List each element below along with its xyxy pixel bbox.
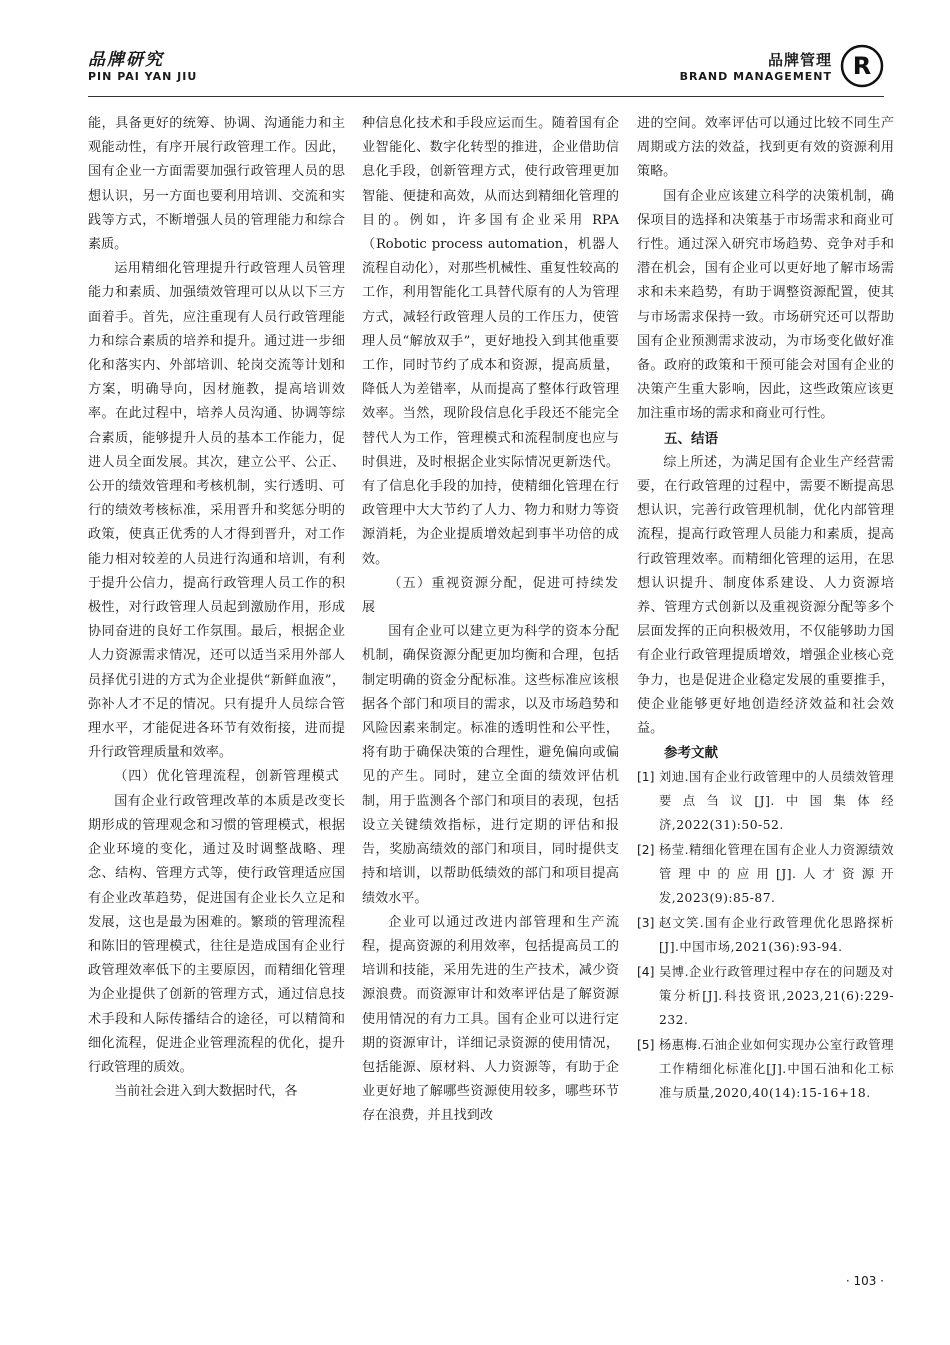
reference-item <box>637 960 894 1032</box>
paragraph: 运用精细化管理提升行政管理人员管理能力和素质、加强绩效管理可以从以下三方面着手。首先，应注重现有人员行政管理能力和综合素质的培养和提升。通过进一步细化和落实内、外部培训、轮岗交流等计划和方案，明确导向，因材施教，提高培训效率。在此过程中，培养人员沟通、协调等综合素质，能够提升人员的基本工作能力，促进人员全面发展。其次，建立公平、公正、公开的绩效管理和考核机制，实行透明、可行的绩效考核标准，采用晋升和奖惩分明的政策，使真正优秀的人才得到晋升，对工作能力相对较差的人员进行沟通和培训，有利于提升公信力，提高行政管理人员工作的积极性，对行政管理人员起到激励作用，形成协同奋进的良好工作氛围。最后，根据企业人力资源需求情况，还可以适当采用外部人员择优引进的方式为企业提供“新鲜血液”，弥补人才不足的情况。只有提升人员综合管理水平，才能促进各环节有效衔接，进而提升行政管理质量和效率。 <box>88 261 345 761</box>
reference-number: [5] <box>637 1038 655 1053</box>
logo-letter: R <box>852 52 872 80</box>
reference-item <box>637 765 894 837</box>
section-header-right <box>680 50 832 84</box>
section-title-english: BRAND MANAGEMENT <box>679 70 832 83</box>
reference-text: 吴博.企业行政管理过程中存在的问题及对策分析[J].科技资讯,2023,21(6):229-232. <box>659 965 894 1028</box>
paragraph: 综上所述，为满足国有企业生产经营需要，在行政管理的过程中，需要不断提高思想认识，完善行政管理机制，优化内部管理流程，提高行政管理人员能力和素质，提高行政管理效率。而精细化管理的运用，在思想认识提升、制度体系建设、人力资源培养、管理方式创新以及重视资源分配等多个层面发挥的正向积极效用，不仅能够助力国有企业行政管理提质增效，增强企业核心竞争力，也是促进企业稳定发展的重要推手，使企业能够更好地创造经济效益和社会效益。 <box>637 454 894 737</box>
paragraph: 国有企业行政管理改革的本质是改变长期形成的管理观念和习惯的管理模式，根据企业环境的变化，通过及时调整战略、理念、结构、管理方式等，使行政管理适应国有企业改革趋势，促进国有企业长久立足和发展，这也是最为困难的。繁琐的管理流程和陈旧的管理模式，往往是造成国有企业行政管理效率低下的主要原因，而精细化管理为企业提供了创新的管理方式，通过信息技术手段和人际传播结合的途径，可以精简和细化流程，促进企业管理流程的优化，提升行政管理的质效。 <box>88 793 345 1075</box>
reference-number: [2] <box>637 843 655 858</box>
reference-text: 杨莹.精细化管理在国有企业人力资源绩效管理中的应用[J].人才资源开发,2023(9):85-87. <box>659 843 894 906</box>
reference-item <box>637 911 894 959</box>
reference-item <box>637 838 894 910</box>
header-divider <box>88 96 884 97</box>
paragraph: 国有企业可以建立更为科学的资本分配机制，确保资源分配更加均衡和合理，包括制定明确的资金分配标准。这些标准应该根据各个部门和项目的需求，以及市场趋势和风险因素来制定。标准的透明性和公平性，将有助于确保决策的合理性，避免偏向或偏见的产生。同时，建立全面的绩效评估机制，用于监测各个部门和项目的表现，包括设立关键绩效指标，进行定期的评估和报告，奖励高绩效的部门和项目，同时提供支持和培训，以帮助低绩效的部门和项目提高绩效水平。 <box>362 624 619 906</box>
paragraph: 国有企业应该建立科学的决策机制，确保项目的选择和决策基于市场需求和商业可行性。通过深入研究市场趋势、竞争对手和潜在机会，国有企业可以更好地了解市场需求和未来趋势，有助于调整资源配置，使其与市场需求保持一致。市场研究还可以帮助国有企业预测需求波动，为市场变化做好准备。政府的政策和干预可能会对国有企业的决策产生重大影响，因此，这些政策应该更加注重市场的需求和商业可行性。 <box>637 188 894 422</box>
column-2 <box>362 112 619 1129</box>
column-3 <box>637 112 894 1106</box>
page-number: · 103 · <box>845 1274 884 1288</box>
paragraph: 进的空间。效率评估可以通过比较不同生产周期或方法的效益，找到更有效的资源利用策略。 <box>637 116 894 180</box>
column-1 <box>88 112 345 1104</box>
reference-number: [3] <box>637 916 655 931</box>
reference-text: 赵文笑.国有企业行政管理优化思路探析[J].中国市场,2021(36):93-94. <box>659 916 894 955</box>
reference-number: [1] <box>637 770 655 785</box>
section-heading: 五、结语 <box>664 430 718 447</box>
subsection-heading: （五）重视资源分配，促进可持续发展 <box>362 575 619 616</box>
paragraph: 种信息化技术和手段应运而生。随着国有企业智能化、数字化转型的推进，企业借助信息化手段，创新管理方式，使行政管理更加智能、便捷和高效，从而达到精细化管理的目的。例如，许多国有企业采用 RPA（Robotic process automation，机器人流程自动化），对那些机械性、重复性较高的工作，利用智能化工具替代原有的人为管理方式，减轻行政管理人员的工作压力，使管理人员“解放双手”，更好地投入到其他重要工作，同时节约了成本和资源，提高质量，降低人为差错率，从而提高了整体行政管理效率。当然，现阶段信息化手段还不能完全替代人为工作，管理模式和流程制度也应与时俱进，及时根据企业实际情况更新迭代。有了信息化手段的加持，使精细化管理在行政管理中大大节约了人力、物力和财力等资源消耗，为企业提质增效起到事半功倍的成效。 <box>362 116 619 567</box>
subsection-heading: （四）优化管理流程，创新管理模式 <box>114 769 340 785</box>
section-title: 品牌管理 <box>767 51 832 69</box>
reference-item <box>637 1033 894 1105</box>
paragraph: 企业可以通过改进内部管理和生产流程，提高资源的利用效率，包括提高员工的培训和技能，采用先进的生产技术，减少资源浪费。而资源审计和效率评估是了解资源使用情况的有力工具。国有企业可以进行定期的资源审计，详细记录资源的使用情况，包括能源、原材料、人力资源等，有助于企业更好地了解哪些资源使用较多，哪些环节存在浪费，并且找到改 <box>362 914 619 1124</box>
journal-header-left <box>88 50 197 84</box>
reference-text: 刘迪.国有企业行政管理中的人员绩效管理要点刍议[J].中国集体经济,2022(31):50-52. <box>659 770 894 833</box>
references-heading: 参考文献 <box>664 745 718 762</box>
paragraph: 当前社会进入到大数据时代，各 <box>114 1084 298 1100</box>
journal-title: 品牌研究 <box>88 50 164 70</box>
reference-number: [4] <box>637 965 655 980</box>
journal-title-pinyin: PIN PAI YAN JIU <box>88 70 198 83</box>
registered-trademark-icon <box>840 44 884 88</box>
reference-text: 杨惠梅.石油企业如何实现办公室行政管理工作精细化标准化[J].中国石油和化工标准与质量,2020,40(14):15-16+18. <box>659 1038 894 1101</box>
paragraph: 能，具备更好的统筹、协调、沟通能力和主观能动性，有序开展行政管理工作。因此，国有企业一方面需要加强行政管理人员的思想认识，另一方面也要利用培训、交流和实践等方式，不断增强人员的管理能力和综合素质。 <box>88 116 345 253</box>
